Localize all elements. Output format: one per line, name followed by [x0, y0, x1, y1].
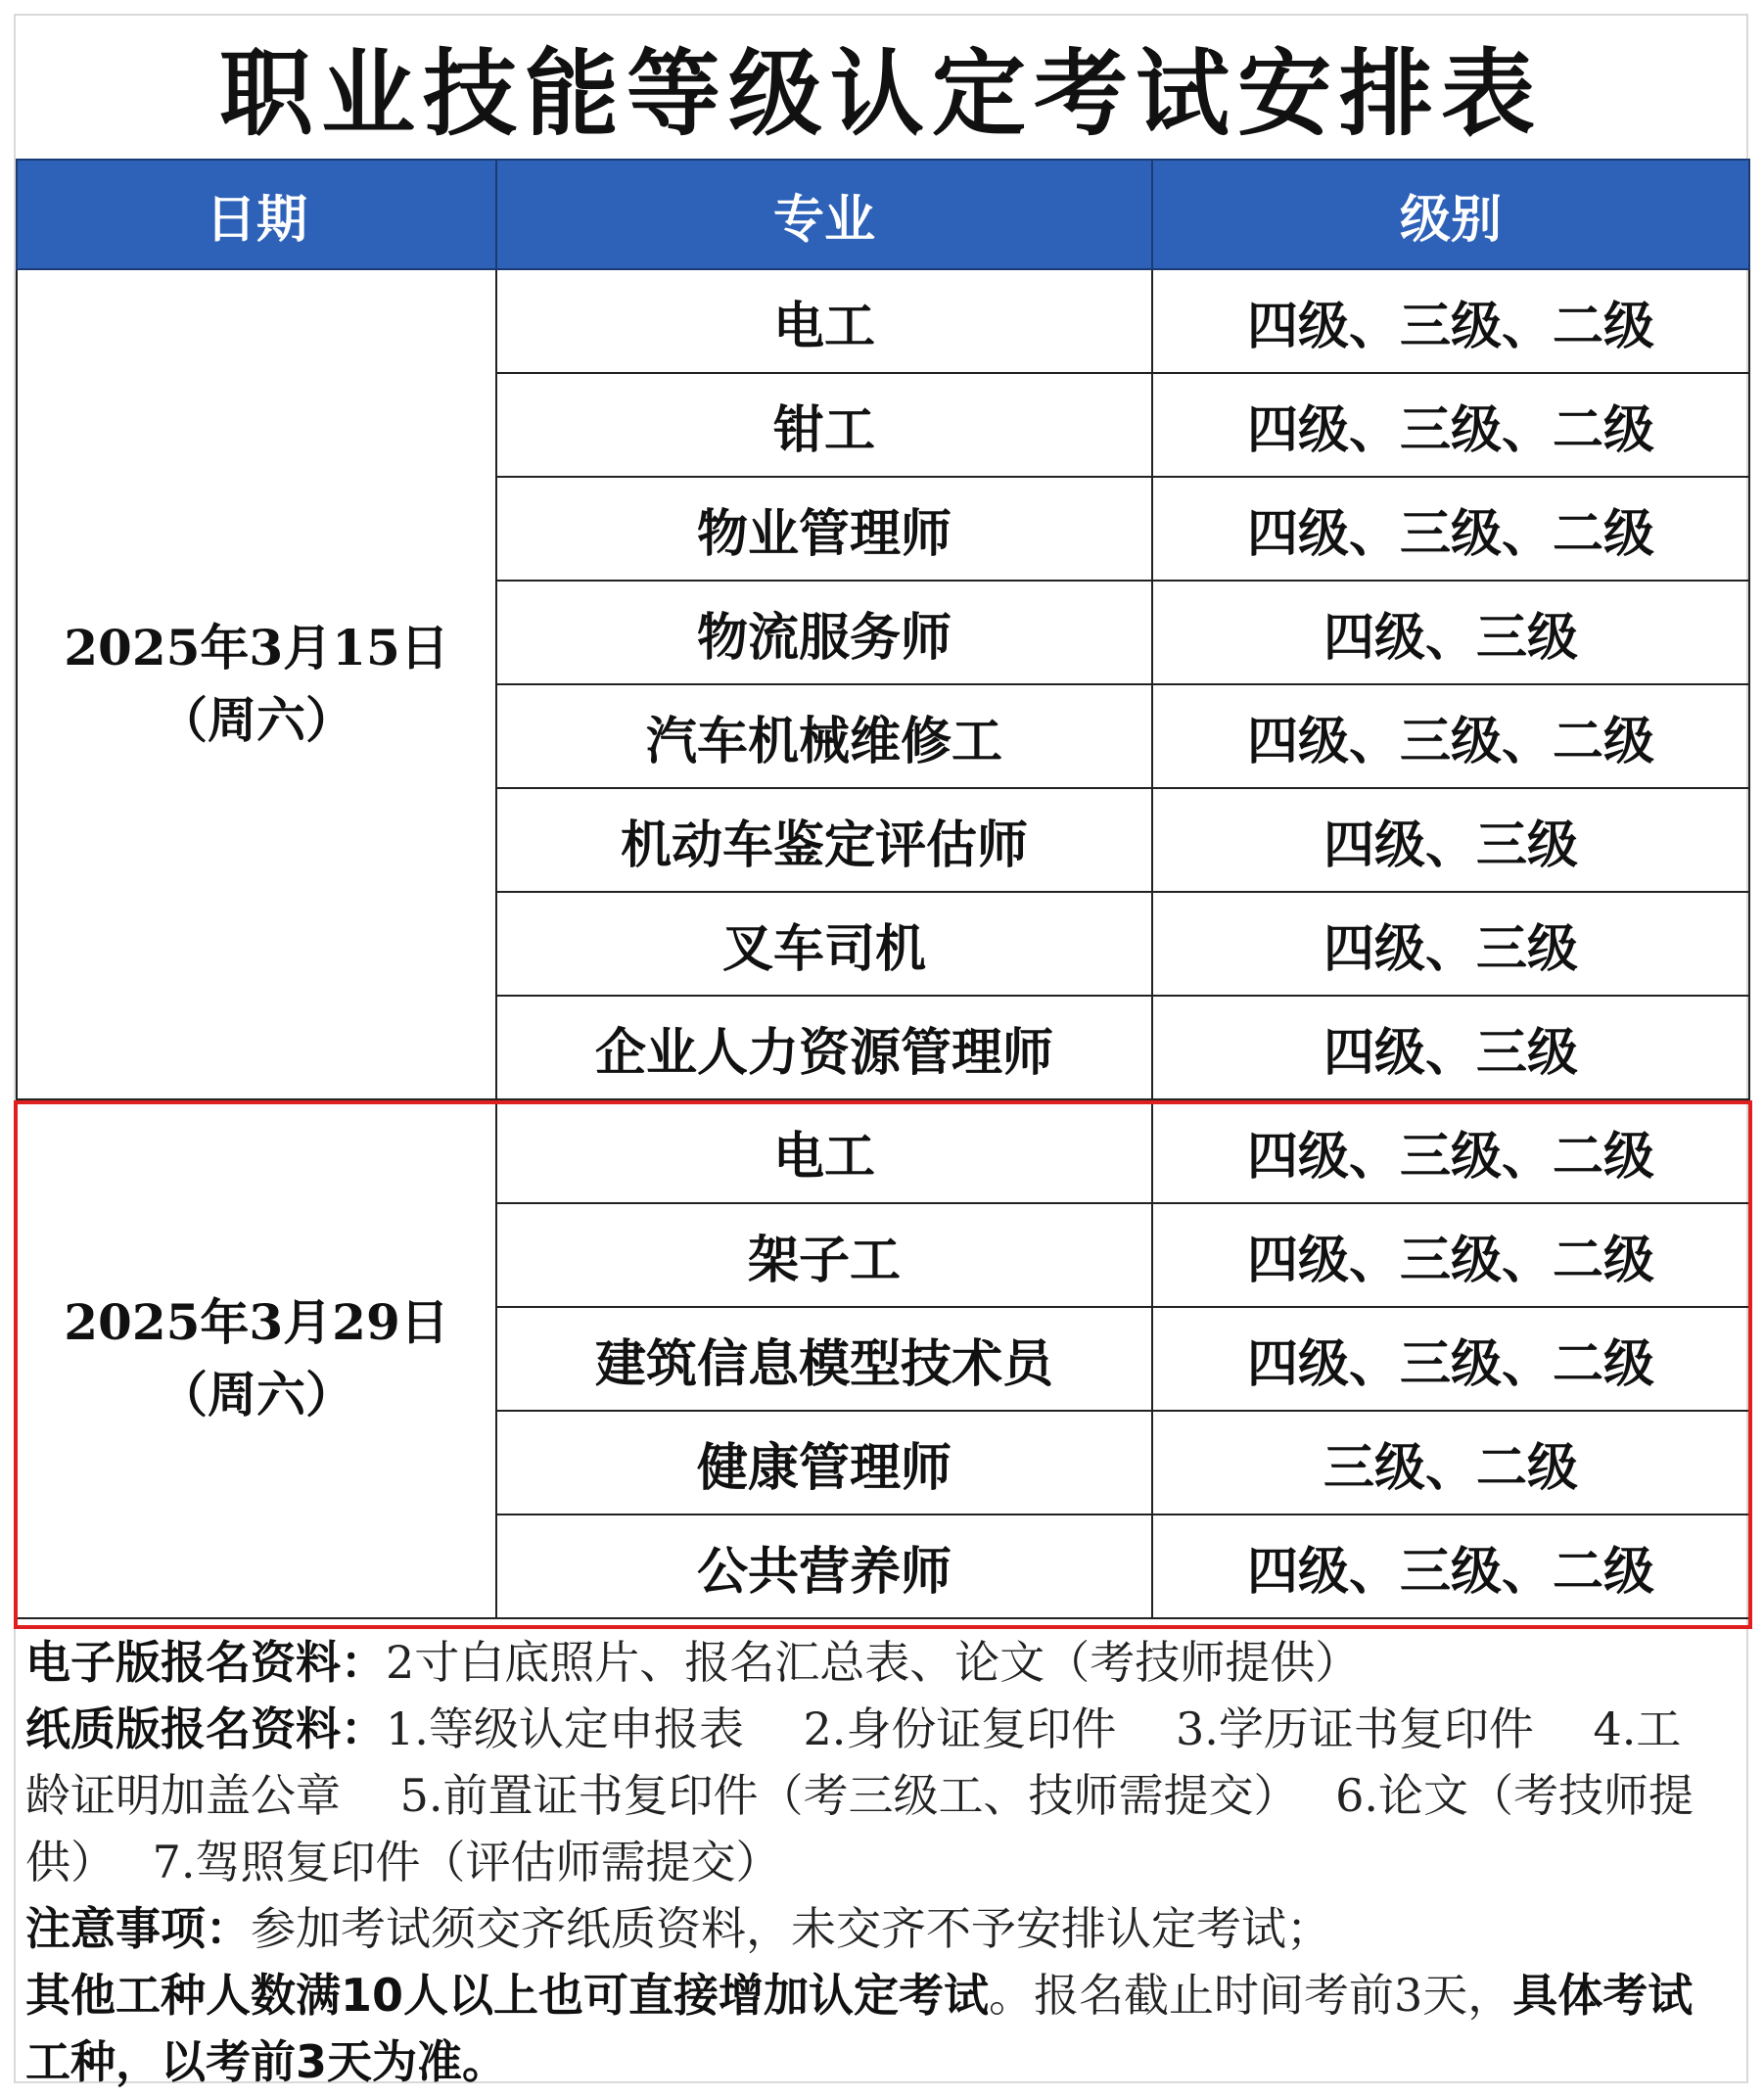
header-major: 专业	[496, 160, 1152, 269]
major-cell: 公共营养师	[496, 1514, 1152, 1618]
note-electronic-label: 电子版报名资料：	[25, 1636, 386, 1689]
header-level: 级别	[1152, 160, 1749, 269]
note-caution-label: 注意事项：	[25, 1902, 251, 1955]
level-cell: 四级、三级	[1152, 788, 1749, 892]
level-cell: 四级、三级、二级	[1152, 373, 1749, 477]
table-header-row	[17, 160, 1749, 269]
major-cell: 电工	[496, 1099, 1152, 1203]
weekday-text: （周六）	[159, 691, 354, 749]
table-row	[17, 1099, 1749, 1203]
level-cell: 四级、三级、二级	[1152, 477, 1749, 581]
date-cell	[17, 269, 496, 1099]
notes-section	[25, 1629, 1709, 2095]
level-cell: 四级、三级、二级	[1152, 1203, 1749, 1307]
level-cell: 四级、三级、二级	[1152, 269, 1749, 373]
major-cell: 物流服务师	[496, 581, 1152, 684]
level-cell: 四级、三级	[1152, 581, 1749, 684]
note-extra-bold: 其他工种人数满10人以上也可直接增加认定考试	[25, 1969, 990, 2022]
date-text: 2025年3月15日	[64, 619, 449, 676]
note-electronic	[25, 1629, 1709, 1696]
major-cell: 建筑信息模型技术员	[496, 1307, 1152, 1411]
level-cell: 三级、二级	[1152, 1411, 1749, 1514]
header-date: 日期	[17, 160, 496, 269]
note-extra	[25, 1962, 1709, 2095]
level-cell: 四级、三级、二级	[1152, 1099, 1749, 1203]
date-text: 2025年3月29日	[64, 1293, 449, 1351]
major-cell: 电工	[496, 269, 1152, 373]
level-cell: 四级、三级	[1152, 996, 1749, 1099]
page-title: 职业技能等级认定考试安排表	[219, 38, 1543, 149]
note-extra-text: 。报名截止时间考前3天，	[989, 1969, 1513, 2022]
level-cell: 四级、三级	[1152, 892, 1749, 996]
note-caution	[25, 1895, 1709, 1962]
exam-schedule-table	[16, 159, 1750, 1619]
note-paper-text: 1.等级认定申报表 2.身份证复印件 3.学历证书复印件 4.工龄证明加盖公章 5.前置证书复印件（考三级工、技师需提交） 6.论文（考技师提供） 7.驾照复印件（评估师需提交）	[25, 1702, 1694, 1888]
major-cell: 叉车司机	[496, 892, 1152, 996]
note-paper	[25, 1696, 1709, 1895]
major-cell: 企业人力资源管理师	[496, 996, 1152, 1099]
major-cell: 钳工	[496, 373, 1152, 477]
note-electronic-text: 2寸白底照片、报名汇总表、论文（考技师提供）	[386, 1636, 1361, 1689]
note-paper-label: 纸质版报名资料：	[25, 1702, 386, 1755]
table-row	[17, 269, 1749, 373]
level-cell: 四级、三级、二级	[1152, 1307, 1749, 1411]
level-cell: 四级、三级、二级	[1152, 684, 1749, 788]
major-cell: 健康管理师	[496, 1411, 1152, 1514]
weekday-text: （周六）	[159, 1366, 354, 1423]
major-cell: 架子工	[496, 1203, 1152, 1307]
major-cell: 机动车鉴定评估师	[496, 788, 1152, 892]
major-cell: 汽车机械维修工	[496, 684, 1152, 788]
note-extra-bold2: 具体考试工种，以考前3天为准。	[25, 1969, 1694, 2088]
note-caution-text: 参加考试须交齐纸质资料，未交齐不予安排认定考试；	[251, 1902, 1331, 1955]
date-cell	[17, 1099, 496, 1618]
level-cell: 四级、三级、二级	[1152, 1514, 1749, 1618]
major-cell: 物业管理师	[496, 477, 1152, 581]
